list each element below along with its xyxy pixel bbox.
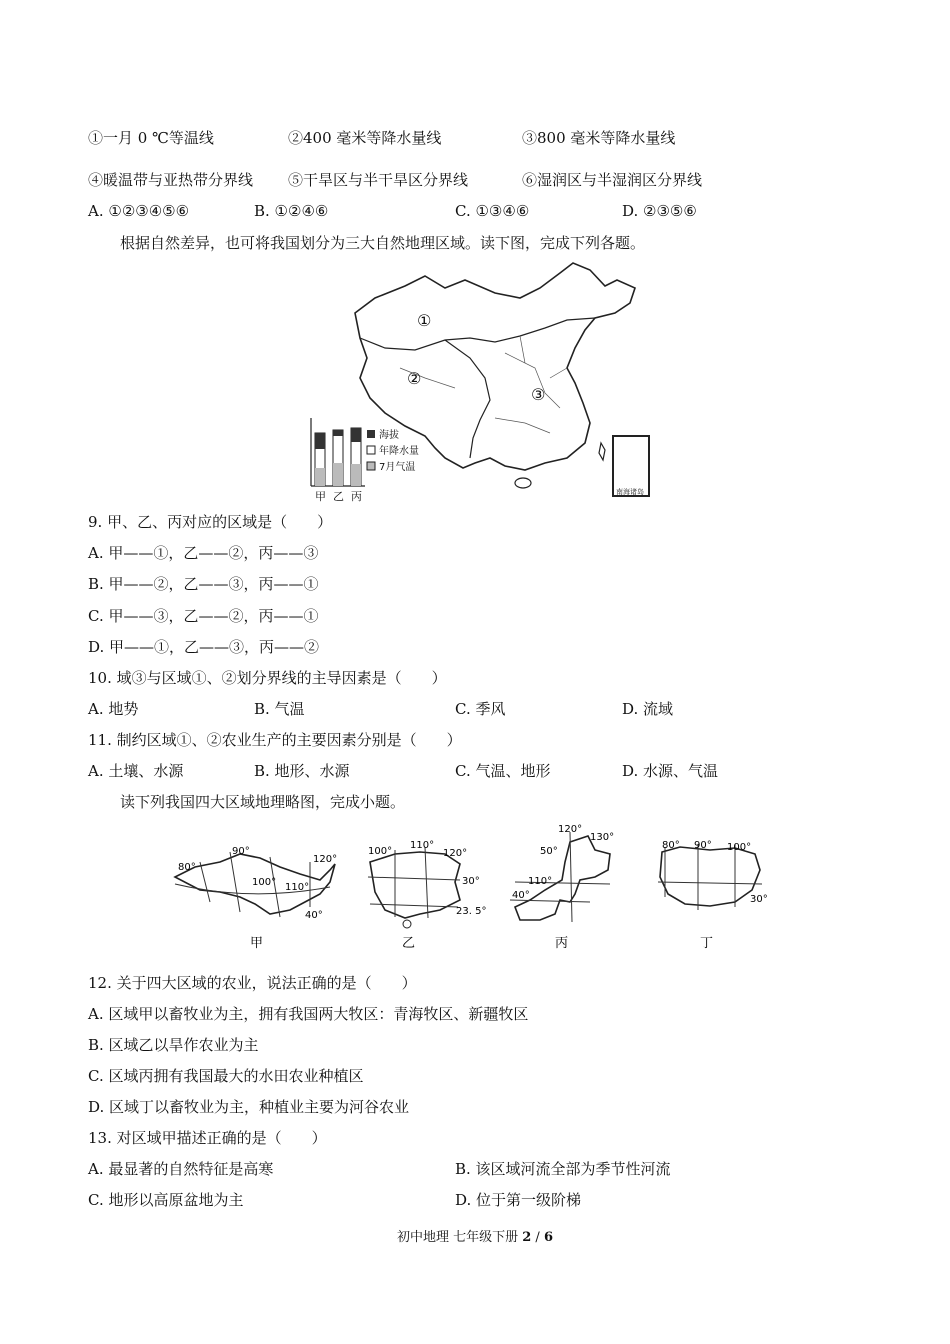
q12-option-a: A. 区域甲以畜牧业为主，拥有我国两大牧区：青海牧区、新疆牧区 xyxy=(88,1005,529,1023)
jia-label: 甲 xyxy=(250,936,264,951)
answer-c: C. ①③④⑥ xyxy=(455,202,530,220)
footer-text: 初中地理 七年级下册 xyxy=(396,1230,523,1245)
q9-option-b: B. 甲——②，乙——③，丙——① xyxy=(88,575,319,593)
option-3: ③800 毫米等降水量线 xyxy=(522,129,676,147)
q11-option-d: D. 水源、气温 xyxy=(622,762,719,780)
intro-paragraph-2: 读下列我国四大区域地理略图，完成小题。 xyxy=(120,793,406,811)
bar-label-bing: 丙 xyxy=(351,490,362,503)
legend-altitude: 海拔 xyxy=(379,430,399,441)
q10-option-d: D. 流域 xyxy=(622,700,674,718)
bar-label-jia: 甲 xyxy=(315,490,326,503)
region-label-2: ② xyxy=(407,369,422,388)
q9-option-a: A. 甲——①，乙——②，丙——③ xyxy=(88,544,319,562)
ding-tick-30: 30° xyxy=(750,894,768,905)
footer-total: 6 xyxy=(543,1230,553,1245)
q12-option-d: D. 区域丁以畜牧业为主，种植业主要为河谷农业 xyxy=(88,1098,410,1116)
region-label-1: ① xyxy=(417,311,432,330)
yi-tick-100: 100° xyxy=(368,846,393,857)
q13-option-a: A. 最显著的自然特征是高寒 xyxy=(88,1160,274,1178)
region-bing-sketch xyxy=(510,824,614,951)
q11-option-a: A. 土壤、水源 xyxy=(88,762,184,780)
jia-tick-110: 110° xyxy=(285,882,310,893)
jia-tick-90: 90° xyxy=(232,846,250,857)
q10-option-c: C. 季风 xyxy=(455,700,506,718)
yi-tick-30: 30° xyxy=(462,876,480,887)
four-regions-map xyxy=(170,822,780,957)
jia-tick-40: 40° xyxy=(305,910,323,921)
answer-d: D. ②③⑤⑥ xyxy=(622,202,697,220)
q13-option-c: C. 地形以高原盆地为主 xyxy=(88,1191,244,1209)
legend-precip: 年降水量 xyxy=(379,446,419,457)
option-1: ①一月 0 ℃等温线 xyxy=(88,129,214,147)
yi-tick-110: 110° xyxy=(410,840,435,851)
yi-label: 乙 xyxy=(402,936,416,951)
bing-label: 丙 xyxy=(555,936,569,951)
region-ding-sketch xyxy=(658,840,768,951)
bing-tick-50: 50° xyxy=(540,846,558,857)
jia-tick-80: 80° xyxy=(178,862,196,873)
page-footer xyxy=(0,1226,950,1245)
q9-option-c: C. 甲——③，乙——②，丙——① xyxy=(88,607,319,625)
q9-stem: 9. 甲、乙、丙对应的区域是（ ） xyxy=(88,513,333,531)
ding-tick-80: 80° xyxy=(662,840,680,851)
bar-label-yi: 乙 xyxy=(333,490,344,503)
answer-b: B. ①②④⑥ xyxy=(254,202,329,220)
footer-page: 2 xyxy=(522,1230,532,1245)
bing-tick-40: 40° xyxy=(512,890,530,901)
q12-option-c: C. 区域丙拥有我国最大的水田农业种植区 xyxy=(88,1067,364,1085)
option-2: ②400 毫米等降水量线 xyxy=(288,129,442,147)
answer-a: A. ①②③④⑤⑥ xyxy=(88,202,190,220)
q13-option-d: D. 位于第一级阶梯 xyxy=(455,1191,582,1209)
ding-label: 丁 xyxy=(700,936,714,951)
ding-tick-100: 100° xyxy=(727,842,752,853)
q9-option-d: D. 甲——①，乙——③，丙——② xyxy=(88,638,320,656)
region-jia-sketch xyxy=(175,846,337,951)
q13-option-b: B. 该区域河流全部为季节性河流 xyxy=(455,1160,671,1178)
footer-sep: / xyxy=(531,1230,544,1245)
q12-stem: 12. 关于四大区域的农业，说法正确的是（ ） xyxy=(88,974,417,992)
yi-tick-23-5: 23. 5° xyxy=(456,906,487,917)
bing-tick-130: 130° xyxy=(590,832,615,843)
bing-tick-110: 110° xyxy=(528,876,553,887)
q11-option-c: C. 气温、地形 xyxy=(455,762,551,780)
q10-stem: 10. 域③与区域①、②划分界线的主导因素是（ ） xyxy=(88,669,447,687)
option-5: ⑤干旱区与半干旱区分界线 xyxy=(288,171,469,189)
intro-paragraph-1: 根据自然差异，也可将我国划分为三大自然地理区域。读下图，完成下列各题。 xyxy=(120,234,646,252)
bing-tick-120: 120° xyxy=(558,824,583,835)
option-6: ⑥湿润区与半湿润区分界线 xyxy=(522,171,703,189)
inset-label: 南海诸岛 xyxy=(616,488,644,496)
q13-stem: 13. 对区域甲描述正确的是（ ） xyxy=(88,1129,327,1147)
q12-option-b: B. 区域乙以旱作农业为主 xyxy=(88,1036,259,1054)
ding-tick-90: 90° xyxy=(694,840,712,851)
q11-stem: 11. 制约区域①、②农业生产的主要因素分别是（ ） xyxy=(88,731,462,749)
q11-option-b: B. 地形、水源 xyxy=(254,762,350,780)
china-regions-map xyxy=(305,258,650,508)
jia-tick-100: 100° xyxy=(252,877,277,888)
q10-option-a: A. 地势 xyxy=(88,700,139,718)
jia-tick-120: 120° xyxy=(313,854,338,865)
option-4: ④暖温带与亚热带分界线 xyxy=(88,171,254,189)
region-yi-sketch xyxy=(368,840,486,951)
region-label-3: ③ xyxy=(531,385,546,404)
q10-option-b: B. 气温 xyxy=(254,700,305,718)
yi-tick-120: 120° xyxy=(443,848,468,859)
legend-july-temp: 7月气温 xyxy=(379,462,416,473)
